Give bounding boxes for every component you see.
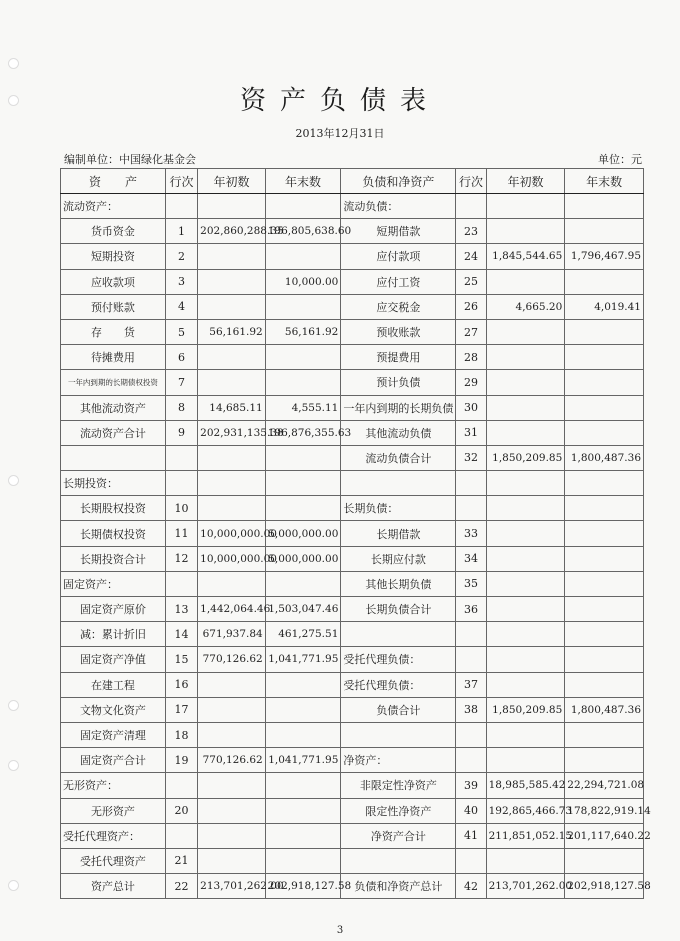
table-cell: 4,555.11 — [265, 395, 341, 420]
header-assets: 资 产 — [61, 169, 166, 194]
table-cell: 18 — [165, 722, 197, 747]
table-cell: 短期投资 — [61, 244, 166, 269]
table-cell: 5,000,000.00 — [265, 521, 341, 546]
table-cell — [61, 445, 166, 470]
table-cell: 4,665.20 — [486, 294, 565, 319]
table-cell — [565, 471, 644, 496]
table-cell: 预计负债 — [341, 370, 456, 395]
punch-hole — [8, 760, 19, 771]
table-cell — [198, 571, 266, 596]
table-cell: 10,000.00 — [265, 269, 341, 294]
table-cell: 26 — [456, 294, 486, 319]
table-cell — [265, 773, 341, 798]
table-cell: 21 — [165, 848, 197, 873]
table-cell: 22,294,721.08 — [565, 773, 644, 798]
table-cell — [486, 319, 565, 344]
header-liabilities: 负债和净资产 — [341, 169, 456, 194]
table-cell — [486, 722, 565, 747]
table-cell — [341, 471, 456, 496]
table-cell: 其他长期负债 — [341, 571, 456, 596]
table-cell — [565, 521, 644, 546]
table-cell: 1,796,467.95 — [565, 244, 644, 269]
table-cell — [198, 697, 266, 722]
table-cell — [198, 244, 266, 269]
table-row — [61, 597, 644, 622]
table-row — [61, 370, 644, 395]
table-cell — [486, 672, 565, 697]
table-row — [61, 848, 644, 873]
table-row — [61, 672, 644, 697]
table-cell: 7 — [165, 370, 197, 395]
table-cell: 长期应付款 — [341, 546, 456, 571]
table-cell — [456, 622, 486, 647]
table-cell — [456, 194, 486, 219]
table-cell: 流动资产合计 — [61, 420, 166, 445]
table-cell — [565, 496, 644, 521]
table-cell: 29 — [456, 370, 486, 395]
table-row — [61, 521, 644, 546]
table-cell: 1 — [165, 219, 197, 244]
table-cell: 长期投资合计 — [61, 546, 166, 571]
table-cell — [198, 823, 266, 848]
table-cell: 流动资产： — [61, 194, 166, 219]
table-cell: 41 — [456, 823, 486, 848]
table-cell: 33 — [456, 521, 486, 546]
table-cell — [456, 647, 486, 672]
table-cell: 长期负债： — [341, 496, 456, 521]
table-cell: 预提费用 — [341, 345, 456, 370]
table-cell — [565, 269, 644, 294]
table-cell — [198, 848, 266, 873]
table-cell: 19 — [165, 748, 197, 773]
table-cell: 32 — [456, 445, 486, 470]
header-begin: 年初数 — [198, 169, 266, 194]
table-cell: 10,000,000.00 — [198, 521, 266, 546]
table-cell — [486, 496, 565, 521]
table-cell: 202,918,127.58 — [565, 874, 644, 899]
table-cell: 36 — [456, 597, 486, 622]
table-cell — [265, 571, 341, 596]
table-cell — [486, 219, 565, 244]
table-cell: 文物文化资产 — [61, 697, 166, 722]
table-cell: 28 — [456, 345, 486, 370]
table-cell: 671,937.84 — [198, 622, 266, 647]
table-cell — [265, 294, 341, 319]
table-cell: 固定资产清理 — [61, 722, 166, 747]
table-cell — [165, 773, 197, 798]
table-cell: 56,161.92 — [265, 319, 341, 344]
table-cell — [456, 748, 486, 773]
table-cell: 2 — [165, 244, 197, 269]
table-cell: 长期借款 — [341, 521, 456, 546]
table-cell: 负债合计 — [341, 697, 456, 722]
table-cell — [265, 722, 341, 747]
table-cell: 受托代理资产 — [61, 848, 166, 873]
table-cell: 6 — [165, 345, 197, 370]
header-end-2: 年末数 — [565, 169, 644, 194]
table-cell — [165, 445, 197, 470]
table-cell — [486, 571, 565, 596]
table-cell: 应收款项 — [61, 269, 166, 294]
table-cell: 178,822,919.14 — [565, 798, 644, 823]
page-number: 3 — [336, 925, 344, 936]
table-row — [61, 647, 644, 672]
table-cell: 受托代理资产： — [61, 823, 166, 848]
table-row — [61, 269, 644, 294]
table-cell: 1,850,209.85 — [486, 445, 565, 470]
table-cell: 11 — [165, 521, 197, 546]
table-cell: 受托代理负债： — [341, 647, 456, 672]
table-cell — [198, 773, 266, 798]
table-cell: 201,117,640.22 — [565, 823, 644, 848]
table-cell: 18,985,585.42 — [486, 773, 565, 798]
table-cell — [565, 395, 644, 420]
table-cell — [198, 496, 266, 521]
table-cell — [565, 647, 644, 672]
table-cell: 3 — [165, 269, 197, 294]
table-cell: 短期借款 — [341, 219, 456, 244]
header-end: 年末数 — [265, 169, 341, 194]
table-cell: 24 — [456, 244, 486, 269]
table-cell: 40 — [456, 798, 486, 823]
currency-unit: 单位：元 — [598, 153, 642, 166]
table-cell: 16 — [165, 672, 197, 697]
table-cell: 一年内到期的长期债权投资 — [61, 370, 166, 395]
table-cell — [341, 848, 456, 873]
table-cell: 长期投资： — [61, 471, 166, 496]
table-cell: 12 — [165, 546, 197, 571]
table-cell — [265, 848, 341, 873]
table-cell: 在建工程 — [61, 672, 166, 697]
table-row — [61, 874, 644, 899]
table-cell: 固定资产净值 — [61, 647, 166, 672]
table-cell: 4,019.41 — [565, 294, 644, 319]
table-cell: 1,850,209.85 — [486, 697, 565, 722]
table-cell — [565, 319, 644, 344]
table-cell: 211,851,052.15 — [486, 823, 565, 848]
table-cell — [265, 370, 341, 395]
table-cell — [265, 823, 341, 848]
table-cell — [265, 471, 341, 496]
table-cell: 限定性净资产 — [341, 798, 456, 823]
table-row — [61, 496, 644, 521]
table-cell: 预收账款 — [341, 319, 456, 344]
table-cell: 27 — [456, 319, 486, 344]
table-cell: 9 — [165, 420, 197, 445]
table-cell: 非限定性净资产 — [341, 773, 456, 798]
table-cell: 202,931,135.38 — [198, 420, 266, 445]
table-cell: 770,126.62 — [198, 647, 266, 672]
table-cell: 无形资产 — [61, 798, 166, 823]
table-cell: 无形资产： — [61, 773, 166, 798]
table-cell: 预付账款 — [61, 294, 166, 319]
table-cell: 净资产： — [341, 748, 456, 773]
table-cell — [486, 521, 565, 546]
table-cell: 17 — [165, 697, 197, 722]
table-cell: 应付工资 — [341, 269, 456, 294]
table-cell: 1,800,487.36 — [565, 697, 644, 722]
punch-hole — [8, 880, 19, 891]
table-cell: 流动负债合计 — [341, 445, 456, 470]
table-cell — [198, 194, 266, 219]
table-cell — [265, 345, 341, 370]
table-cell: 31 — [456, 420, 486, 445]
table-cell: 20 — [165, 798, 197, 823]
table-row — [61, 697, 644, 722]
table-cell — [265, 445, 341, 470]
table-cell — [456, 471, 486, 496]
table-cell: 15 — [165, 647, 197, 672]
table-cell — [565, 194, 644, 219]
table-cell: 受托代理负债： — [341, 672, 456, 697]
punch-hole — [8, 475, 19, 486]
table-cell — [486, 420, 565, 445]
table-cell: 213,701,262.00 — [198, 874, 266, 899]
table-cell — [265, 798, 341, 823]
table-cell — [565, 345, 644, 370]
table-cell: 其他流动负债 — [341, 420, 456, 445]
table-cell: 5,000,000.00 — [265, 546, 341, 571]
table-cell: 202,918,127.58 — [265, 874, 341, 899]
reporting-entity: 编制单位：中国绿化基金会 — [64, 153, 196, 166]
table-cell — [456, 496, 486, 521]
table-row — [61, 319, 644, 344]
table-cell: 56,161.92 — [198, 319, 266, 344]
table-cell — [565, 848, 644, 873]
table-cell — [486, 395, 565, 420]
table-cell: 1,845,544.65 — [486, 244, 565, 269]
table-cell: 资产总计 — [61, 874, 166, 899]
table-row — [61, 748, 644, 773]
table-cell: 202,860,288.35 — [198, 219, 266, 244]
table-cell — [486, 269, 565, 294]
table-cell — [198, 294, 266, 319]
table-cell — [456, 848, 486, 873]
table-cell — [565, 672, 644, 697]
table-cell — [565, 571, 644, 596]
table-cell — [565, 370, 644, 395]
header-row-no: 行次 — [165, 169, 197, 194]
table-cell — [265, 244, 341, 269]
report-date: 2013年12月31日 — [295, 127, 385, 140]
header-begin-2: 年初数 — [486, 169, 565, 194]
table-cell — [486, 345, 565, 370]
table-cell — [565, 622, 644, 647]
table-cell: 净资产合计 — [341, 823, 456, 848]
table-cell: 14,685.11 — [198, 395, 266, 420]
table-cell — [341, 722, 456, 747]
table-cell: 4 — [165, 294, 197, 319]
table-cell: 8 — [165, 395, 197, 420]
table-cell — [486, 471, 565, 496]
table-cell: 1,800,487.36 — [565, 445, 644, 470]
table-cell: 长期股权投资 — [61, 496, 166, 521]
table-cell — [198, 672, 266, 697]
table-cell: 货币资金 — [61, 219, 166, 244]
table-cell: 10,000,000.00 — [198, 546, 266, 571]
table-cell — [198, 269, 266, 294]
page-title: 资产负债表 — [239, 86, 440, 116]
table-row — [61, 471, 644, 496]
table-cell: 14 — [165, 622, 197, 647]
table-cell — [486, 370, 565, 395]
table-cell: 固定资产原价 — [61, 597, 166, 622]
table-row — [61, 445, 644, 470]
table-cell — [265, 697, 341, 722]
table-cell — [486, 546, 565, 571]
table-cell — [198, 370, 266, 395]
table-cell: 其他流动资产 — [61, 395, 166, 420]
table-cell: 30 — [456, 395, 486, 420]
table-cell: 196,805,638.60 — [265, 219, 341, 244]
table-cell: 25 — [456, 269, 486, 294]
table-cell: 34 — [456, 546, 486, 571]
table-row — [61, 773, 644, 798]
table-cell: 10 — [165, 496, 197, 521]
table-cell: 长期债权投资 — [61, 521, 166, 546]
table-cell: 1,442,064.46 — [198, 597, 266, 622]
table-row — [61, 546, 644, 571]
table-row — [61, 345, 644, 370]
table-cell: 192,865,466.73 — [486, 798, 565, 823]
table-row — [61, 420, 644, 445]
table-cell: 减：累计折旧 — [61, 622, 166, 647]
table-cell: 应交税金 — [341, 294, 456, 319]
table-cell: 5 — [165, 319, 197, 344]
table-cell — [341, 622, 456, 647]
table-cell: 1,503,047.46 — [265, 597, 341, 622]
table-cell: 770,126.62 — [198, 748, 266, 773]
table-row — [61, 294, 644, 319]
table-cell: 37 — [456, 672, 486, 697]
table-cell: 应付款项 — [341, 244, 456, 269]
table-row — [61, 823, 644, 848]
table-cell — [565, 420, 644, 445]
table-cell — [198, 471, 266, 496]
punch-hole — [8, 58, 19, 69]
table-row — [61, 219, 644, 244]
table-row — [61, 798, 644, 823]
table-cell — [165, 194, 197, 219]
table-row — [61, 571, 644, 596]
table-cell: 213,701,262.00 — [486, 874, 565, 899]
table-header-row — [61, 169, 644, 194]
table-cell: 35 — [456, 571, 486, 596]
table-cell — [198, 722, 266, 747]
table-cell — [198, 798, 266, 823]
table-row — [61, 722, 644, 747]
table-row — [61, 244, 644, 269]
table-cell — [565, 748, 644, 773]
table-cell — [565, 546, 644, 571]
table-row — [61, 395, 644, 420]
table-cell: 待摊费用 — [61, 345, 166, 370]
table-cell: 一年内到期的长期负债 — [341, 395, 456, 420]
balance-sheet-table — [60, 168, 651, 899]
table-cell — [486, 597, 565, 622]
table-cell — [165, 571, 197, 596]
table-cell: 13 — [165, 597, 197, 622]
table-cell — [198, 445, 266, 470]
table-row — [61, 194, 644, 219]
table-cell — [265, 672, 341, 697]
table-cell — [198, 345, 266, 370]
table-cell — [165, 823, 197, 848]
table-cell: 1,041,771.95 — [265, 748, 341, 773]
table-cell — [486, 647, 565, 672]
table-row — [61, 622, 644, 647]
table-cell — [265, 194, 341, 219]
table-cell: 1,041,771.95 — [265, 647, 341, 672]
table-cell: 196,876,355.63 — [265, 420, 341, 445]
table-cell — [486, 622, 565, 647]
table-cell: 负债和净资产总计 — [341, 874, 456, 899]
table-cell — [486, 748, 565, 773]
table-cell: 42 — [456, 874, 486, 899]
table-cell: 流动负债： — [341, 194, 456, 219]
table-cell: 存 货 — [61, 319, 166, 344]
table-cell — [486, 848, 565, 873]
header-row-no-2: 行次 — [456, 169, 486, 194]
table-cell — [265, 496, 341, 521]
punch-hole — [8, 700, 19, 711]
table-cell: 长期负债合计 — [341, 597, 456, 622]
table-cell: 39 — [456, 773, 486, 798]
table-cell: 461,275.51 — [265, 622, 341, 647]
table-cell — [486, 194, 565, 219]
table-cell — [165, 471, 197, 496]
table-cell: 38 — [456, 697, 486, 722]
table-cell: 23 — [456, 219, 486, 244]
table-cell: 22 — [165, 874, 197, 899]
table-cell — [565, 219, 644, 244]
table-cell — [456, 722, 486, 747]
table-cell: 固定资产合计 — [61, 748, 166, 773]
table-cell: 固定资产： — [61, 571, 166, 596]
table-cell — [565, 722, 644, 747]
table-cell — [565, 597, 644, 622]
